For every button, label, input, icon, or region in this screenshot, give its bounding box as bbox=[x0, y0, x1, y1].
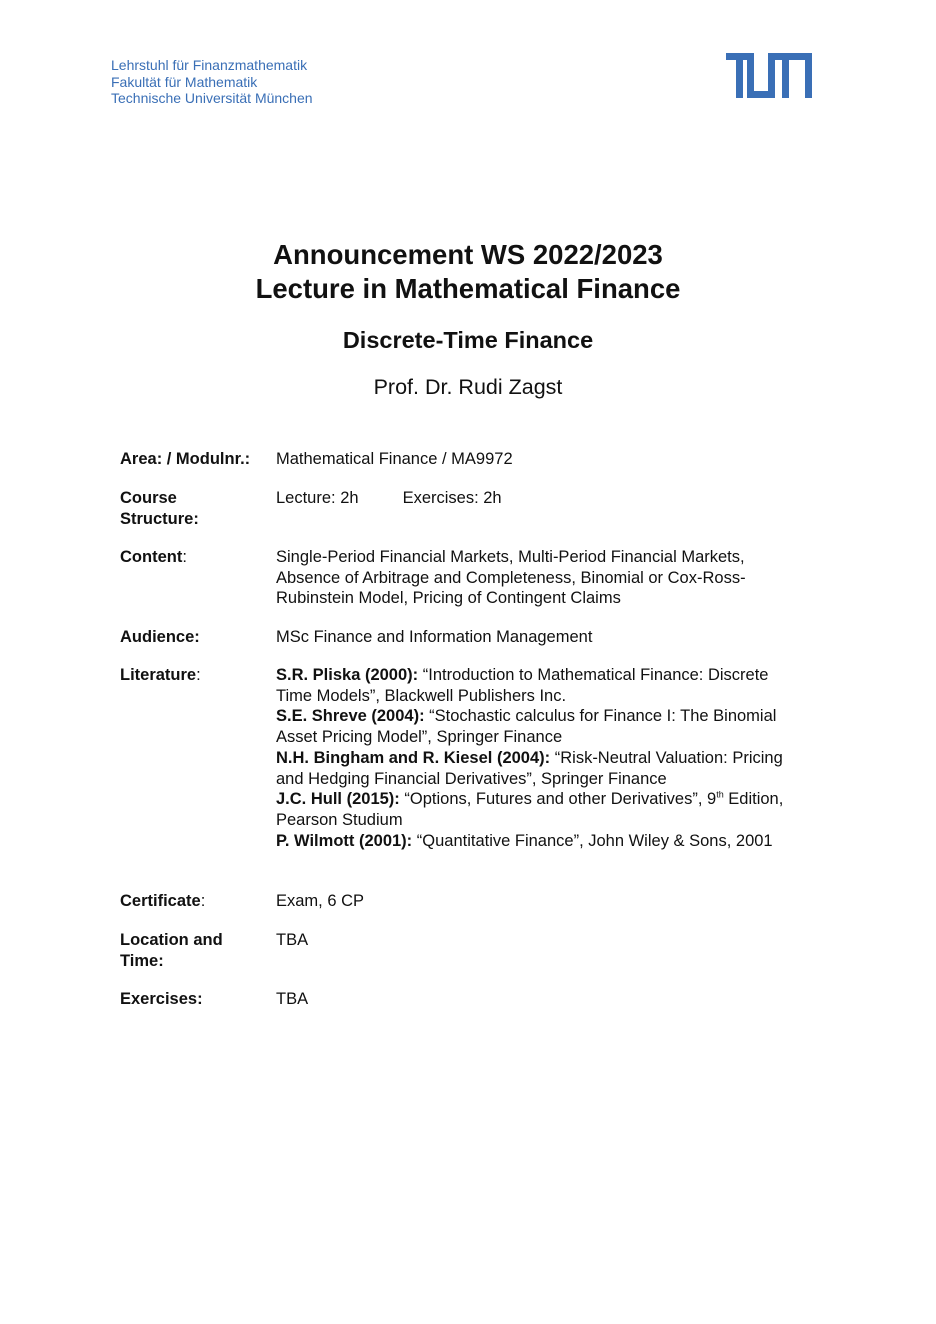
literature-item: S.R. Pliska (2000): “Introduction to Mathematical Finance: Discrete bbox=[276, 666, 769, 684]
header-line-faculty: Fakultät für Mathematik bbox=[111, 73, 258, 90]
content-line-1: Single-Period Financial Markets, Multi-Period Financial Markets, bbox=[276, 548, 745, 566]
literature-label-colon: : bbox=[196, 666, 201, 684]
structure-label-1: Course bbox=[120, 489, 177, 507]
location-label-1: Location and bbox=[120, 931, 223, 949]
content-label-colon: : bbox=[182, 548, 187, 566]
literature-item: S.E. Shreve (2004): “Stochastic calculus for Finance I: The Binomial bbox=[276, 707, 777, 726]
structure-label-2: Structure: bbox=[120, 509, 199, 528]
header-line-university: Technische Universität München bbox=[111, 90, 313, 106]
area-value: Mathematical Finance / MA9972 bbox=[276, 450, 513, 468]
tum-logo bbox=[726, 53, 812, 98]
location-value: TBA bbox=[276, 931, 309, 949]
literature-item: J.C. Hull (2015): “Options, Futures and other Derivatives”, 9th Edition, bbox=[276, 789, 784, 809]
lecturer-name: Prof. Dr. Rudi Zagst bbox=[373, 375, 563, 399]
certificate-label-colon: : bbox=[200, 892, 206, 910]
content-label: Content bbox=[120, 548, 183, 566]
certificate-label: Certificate bbox=[120, 892, 201, 910]
literature-list: S.R. Pliska (2000): “Introduction to Mathematical Finance: Discrete Time Models”, Blackwell Publishers Inc. S.E. Shreve (2004): “Stochastic calculus for Finance I: The Binomial Asset Pricing Model”, Springer Finance N.H. Bingham and R. Kiesel (2004): “Risk-Neutral Valuation: Pricing and Hedging Financial Derivatives”, Springer Finance J.C. Hull (2015): “Options, Futures and other Derivatives”, 9th Edition, Pearson Studium P. Wilmott (2001): “Quantitative Finance”, John Wiley & Sons, 2001 bbox=[276, 665, 821, 851]
structure-exercises: Exercises: 2h bbox=[402, 489, 502, 507]
exercises-label: Exercises: bbox=[120, 990, 203, 1008]
structure-lecture: Lecture: 2h bbox=[276, 489, 359, 507]
literature-item: P. Wilmott (2001): “Quantitative Finance”, John Wiley & Sons, 2001 bbox=[276, 831, 773, 850]
chair-header bbox=[111, 57, 313, 107]
content-line-2: Absence of Arbitrage and Completeness, Binomial or Cox-Ross- bbox=[276, 568, 746, 587]
exercises-value: TBA bbox=[276, 990, 309, 1008]
title-line-2: Lecture in Mathematical Finance bbox=[255, 273, 681, 304]
audience-label: Audience: bbox=[120, 628, 200, 646]
title-line-1: Announcement WS 2022/2023 bbox=[273, 239, 663, 270]
content-line-3: Rubinstein Model, Pricing of Contingent Claims bbox=[276, 589, 621, 608]
literature-label: Literature bbox=[120, 666, 197, 684]
audience-value: MSc Finance and Information Management bbox=[276, 628, 593, 646]
literature-item: N.H. Bingham and R. Kiesel (2004): “Risk-Neutral Valuation: Pricing bbox=[276, 748, 783, 767]
announcement-title bbox=[0, 238, 936, 306]
location-label-2: Time: bbox=[120, 951, 164, 970]
course-subtitle: Discrete-Time Finance bbox=[342, 327, 594, 353]
header-line-chair: Lehrstuhl für Finanzmathematik bbox=[111, 57, 308, 73]
certificate-value: Exam, 6 CP bbox=[276, 892, 365, 910]
area-label: Area: / Modulnr.: bbox=[120, 450, 251, 468]
